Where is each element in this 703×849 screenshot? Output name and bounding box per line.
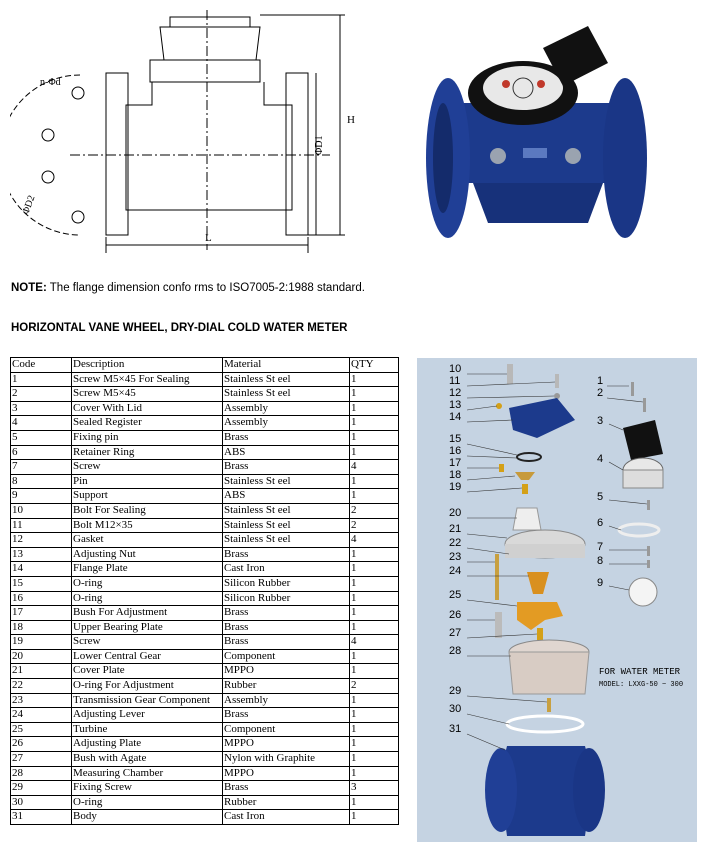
dim-l-label: L — [205, 232, 212, 244]
cell-qty: 2 — [350, 679, 399, 694]
cell-material: Assembly — [223, 416, 350, 431]
cell-material: MPPO — [223, 737, 350, 752]
cell-code: 13 — [11, 547, 72, 562]
table-row — [11, 795, 399, 810]
cell-qty: 1 — [350, 547, 399, 562]
col-header-code: Code — [11, 358, 72, 373]
cell-code: 26 — [11, 737, 72, 752]
cell-code: 5 — [11, 430, 72, 445]
cell-code: 2 — [11, 387, 72, 402]
technical-drawing — [10, 5, 375, 260]
cell-code: 8 — [11, 474, 72, 489]
cell-qty: 1 — [350, 766, 399, 781]
callout-6: 6 — [597, 517, 604, 529]
table-row — [11, 489, 399, 504]
water-meter-photo — [413, 8, 663, 263]
cell-description: Adjusting Nut — [72, 547, 223, 562]
table-row — [11, 649, 399, 664]
cell-description: Bush For Adjustment — [72, 606, 223, 621]
table-row — [11, 547, 399, 562]
cell-code: 19 — [11, 635, 72, 650]
cell-material: Cast Iron — [223, 810, 350, 825]
cell-qty: 1 — [350, 752, 399, 767]
cell-code: 28 — [11, 766, 72, 781]
cell-material: Brass — [223, 430, 350, 445]
cell-material: Assembly — [223, 693, 350, 708]
dim-d1-label: ΦD1 — [314, 135, 325, 155]
cell-code: 18 — [11, 620, 72, 635]
callout-21: 21 — [449, 523, 462, 535]
cell-code: 20 — [11, 649, 72, 664]
table-row — [11, 620, 399, 635]
col-header-material: Material — [223, 358, 350, 373]
cell-description: O-ring — [72, 576, 223, 591]
table-row — [11, 401, 399, 416]
cell-description: Body — [72, 810, 223, 825]
cell-material: Brass — [223, 620, 350, 635]
table-row — [11, 372, 399, 387]
cell-description: O-ring — [72, 591, 223, 606]
callout-22: 22 — [449, 537, 462, 549]
cell-code: 1 — [11, 372, 72, 387]
dim-n-label: n-Φd — [40, 77, 61, 88]
callout-23: 23 — [449, 551, 462, 563]
cell-code: 10 — [11, 503, 72, 518]
callout-10: 10 — [449, 363, 462, 375]
cell-material: Stainless St eel — [223, 518, 350, 533]
cell-qty: 1 — [350, 372, 399, 387]
cell-description: Turbine — [72, 722, 223, 737]
callout-19: 19 — [449, 481, 462, 493]
cell-qty: 1 — [350, 649, 399, 664]
cell-code: 3 — [11, 401, 72, 416]
cell-material: Brass — [223, 547, 350, 562]
cell-description: Screw M5×45 — [72, 387, 223, 402]
cell-material: Component — [223, 649, 350, 664]
note-label: NOTE: — [11, 282, 47, 294]
cell-description: Fixing pin — [72, 430, 223, 445]
section-heading: HORIZONTAL VANE WHEEL, DRY-DIAL COLD WATER METER — [11, 322, 348, 334]
cell-description: Adjusting Lever — [72, 708, 223, 723]
cell-material: MPPO — [223, 766, 350, 781]
parts-table — [10, 357, 399, 825]
cell-code: 23 — [11, 693, 72, 708]
table-row — [11, 781, 399, 796]
cell-qty: 2 — [350, 518, 399, 533]
col-header-qty: QTY — [350, 358, 399, 373]
cell-description: Fixing Screw — [72, 781, 223, 796]
cell-qty: 1 — [350, 576, 399, 591]
cell-qty: 1 — [350, 416, 399, 431]
cell-code: 11 — [11, 518, 72, 533]
cell-material: Stainless St eel — [223, 387, 350, 402]
cell-material: MPPO — [223, 664, 350, 679]
cell-qty: 1 — [350, 693, 399, 708]
callout-25: 25 — [449, 589, 462, 601]
table-row — [11, 664, 399, 679]
table-row — [11, 591, 399, 606]
cell-qty: 4 — [350, 635, 399, 650]
cell-material: Stainless St eel — [223, 533, 350, 548]
table-row — [11, 606, 399, 621]
cell-code: 24 — [11, 708, 72, 723]
diagram-caption-title: FOR WATER METER — [599, 667, 681, 677]
cell-code: 22 — [11, 679, 72, 694]
cell-description: Cover Plate — [72, 664, 223, 679]
cell-code: 6 — [11, 445, 72, 460]
table-row — [11, 533, 399, 548]
callout-15: 15 — [449, 433, 462, 445]
cell-code: 4 — [11, 416, 72, 431]
callout-1: 1 — [597, 375, 604, 387]
callout-28: 28 — [449, 645, 462, 657]
table-row — [11, 693, 399, 708]
callout-26: 26 — [449, 609, 462, 621]
cell-code: 7 — [11, 460, 72, 475]
callout-9: 9 — [597, 577, 604, 589]
cell-description: Sealed Register — [72, 416, 223, 431]
cell-qty: 1 — [350, 737, 399, 752]
callout-11: 11 — [449, 375, 461, 387]
cell-description: Cover With Lid — [72, 401, 223, 416]
callout-3: 3 — [597, 415, 604, 427]
cell-qty: 1 — [350, 445, 399, 460]
table-row — [11, 474, 399, 489]
table-row — [11, 387, 399, 402]
cell-description: Lower Central Gear — [72, 649, 223, 664]
cell-material: Brass — [223, 606, 350, 621]
cell-qty: 1 — [350, 722, 399, 737]
cell-description: Flange Plate — [72, 562, 223, 577]
table-row — [11, 810, 399, 825]
table-row — [11, 416, 399, 431]
exploded-view-diagram — [417, 358, 697, 842]
diagram-caption-model: MODEL: LXXG-50 ~ 300 — [599, 681, 684, 689]
cell-material: ABS — [223, 445, 350, 460]
cell-code: 27 — [11, 752, 72, 767]
cell-code: 9 — [11, 489, 72, 504]
cell-description: O-ring For Adjustment — [72, 679, 223, 694]
cell-description: Transmission Gear Component — [72, 693, 223, 708]
callout-24: 24 — [449, 565, 462, 577]
cell-description: Screw — [72, 635, 223, 650]
cell-material: Silicon Rubber — [223, 591, 350, 606]
table-row — [11, 752, 399, 767]
callout-30: 30 — [449, 703, 462, 715]
cell-qty: 1 — [350, 620, 399, 635]
cell-material: Stainless St eel — [223, 503, 350, 518]
cell-material: Rubber — [223, 679, 350, 694]
cell-code: 17 — [11, 606, 72, 621]
cell-qty: 1 — [350, 401, 399, 416]
callout-31: 31 — [449, 723, 462, 735]
cell-description: Adjusting Plate — [72, 737, 223, 752]
table-row — [11, 562, 399, 577]
cell-code: 30 — [11, 795, 72, 810]
callout-17: 17 — [449, 457, 462, 469]
cell-qty: 4 — [350, 533, 399, 548]
callout-5: 5 — [597, 491, 604, 503]
cell-material: Stainless St eel — [223, 474, 350, 489]
cell-material: Assembly — [223, 401, 350, 416]
callout-2: 2 — [597, 387, 604, 399]
cell-description: Bolt For Sealing — [72, 503, 223, 518]
cell-description: Bolt M12×35 — [72, 518, 223, 533]
cell-code: 25 — [11, 722, 72, 737]
cell-material: ABS — [223, 489, 350, 504]
cell-material: Component — [223, 722, 350, 737]
cell-code: 12 — [11, 533, 72, 548]
cell-material: Brass — [223, 708, 350, 723]
callout-20: 20 — [449, 507, 462, 519]
table-row — [11, 679, 399, 694]
cell-material: Rubber — [223, 795, 350, 810]
callout-12: 12 — [449, 387, 462, 399]
cell-qty: 1 — [350, 664, 399, 679]
table-row — [11, 576, 399, 591]
cell-description: Bush with Agate — [72, 752, 223, 767]
cell-qty: 1 — [350, 430, 399, 445]
cell-qty: 3 — [350, 781, 399, 796]
cell-qty: 1 — [350, 489, 399, 504]
table-row — [11, 460, 399, 475]
callout-8: 8 — [597, 555, 604, 567]
table-row — [11, 722, 399, 737]
cell-qty: 1 — [350, 474, 399, 489]
cell-qty: 1 — [350, 591, 399, 606]
callout-27: 27 — [449, 627, 462, 639]
callout-29: 29 — [449, 685, 462, 697]
dim-h-label: H — [347, 114, 355, 126]
table-row — [11, 503, 399, 518]
cell-material: Silicon Rubber — [223, 576, 350, 591]
note-text: The flange dimension confo rms to ISO7005-2:1988 standard. — [46, 282, 365, 294]
cell-code: 14 — [11, 562, 72, 577]
cell-qty: 1 — [350, 795, 399, 810]
cell-qty: 1 — [350, 708, 399, 723]
cell-qty: 2 — [350, 503, 399, 518]
cell-material: Brass — [223, 460, 350, 475]
callout-16: 16 — [449, 445, 462, 457]
callout-4: 4 — [597, 453, 604, 465]
cell-material: Brass — [223, 635, 350, 650]
cell-qty: 1 — [350, 606, 399, 621]
cell-code: 31 — [11, 810, 72, 825]
cell-description: Support — [72, 489, 223, 504]
cell-description: O-ring — [72, 795, 223, 810]
col-header-description: Description — [72, 358, 223, 373]
cell-code: 15 — [11, 576, 72, 591]
table-row — [11, 445, 399, 460]
cell-code: 29 — [11, 781, 72, 796]
cell-description: Retainer Ring — [72, 445, 223, 460]
cell-code: 21 — [11, 664, 72, 679]
cell-material: Nylon with Graphite — [223, 752, 350, 767]
flange-note — [11, 282, 365, 294]
dim-d2-label: ΦD2 — [20, 193, 38, 217]
cell-qty: 1 — [350, 562, 399, 577]
cell-qty: 1 — [350, 810, 399, 825]
cell-material: Cast Iron — [223, 562, 350, 577]
callout-13: 13 — [449, 399, 462, 411]
table-row — [11, 430, 399, 445]
cell-material: Stainless St eel — [223, 372, 350, 387]
callout-14: 14 — [449, 411, 462, 423]
cell-description: Gasket — [72, 533, 223, 548]
table-row — [11, 518, 399, 533]
table-row — [11, 708, 399, 723]
cell-material: Brass — [223, 781, 350, 796]
cell-code: 16 — [11, 591, 72, 606]
cell-description: Pin — [72, 474, 223, 489]
cell-description: Upper Bearing Plate — [72, 620, 223, 635]
table-row — [11, 766, 399, 781]
callout-7: 7 — [597, 541, 604, 553]
cell-description: Measuring Chamber — [72, 766, 223, 781]
table-header-row — [11, 358, 399, 373]
cell-qty: 4 — [350, 460, 399, 475]
cell-description: Screw — [72, 460, 223, 475]
callout-18: 18 — [449, 469, 462, 481]
cell-description: Screw M5×45 For Sealing — [72, 372, 223, 387]
cell-qty: 1 — [350, 387, 399, 402]
table-row — [11, 737, 399, 752]
table-row — [11, 635, 399, 650]
